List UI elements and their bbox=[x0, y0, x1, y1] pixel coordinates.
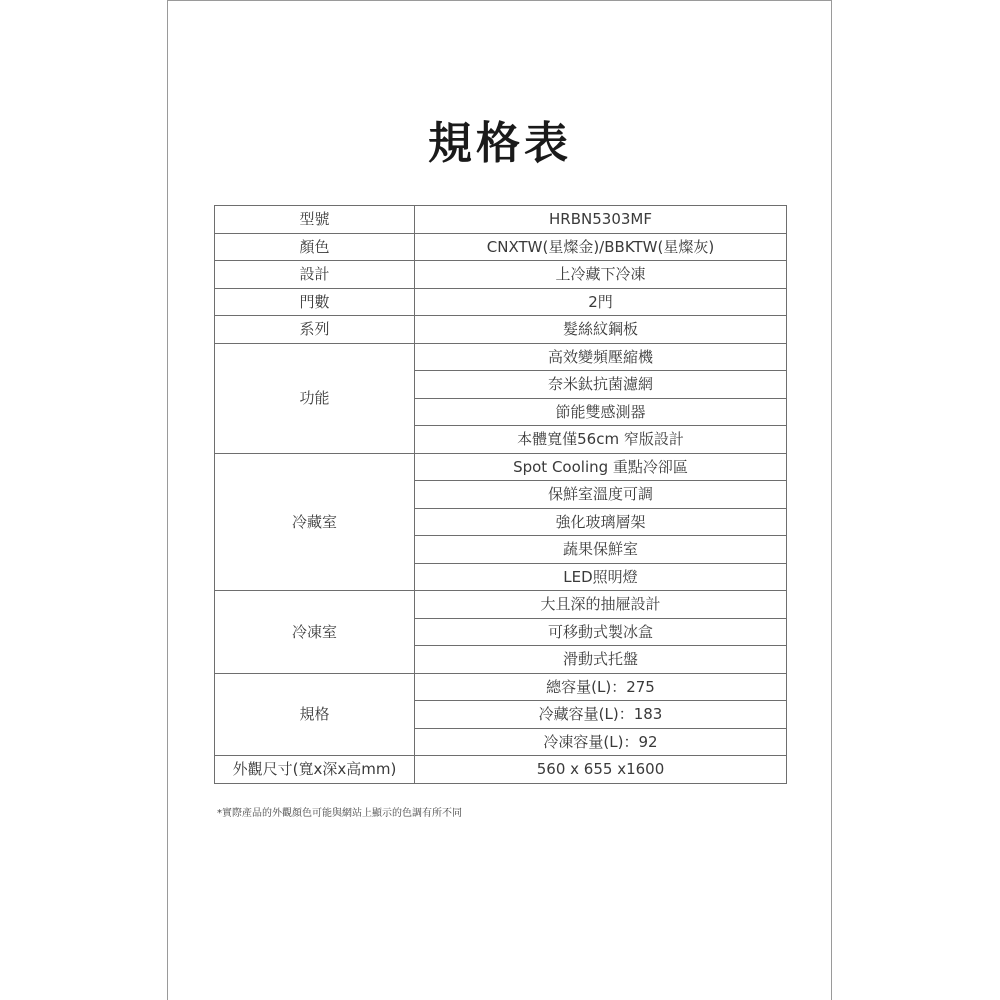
row-label-color: 顏色 bbox=[215, 233, 415, 261]
table-row bbox=[215, 233, 787, 261]
fridge-item: 蔬果保鮮室 bbox=[415, 536, 787, 564]
feature-item: 高效變頻壓縮機 bbox=[415, 343, 787, 371]
freezer-item: 滑動式托盤 bbox=[415, 646, 787, 674]
row-label-doors: 門數 bbox=[215, 288, 415, 316]
row-label-model: 型號 bbox=[215, 206, 415, 234]
page-title: 規格表 bbox=[428, 118, 572, 169]
table-row bbox=[215, 756, 787, 784]
table-row bbox=[215, 343, 787, 371]
capacity-item: 冷凍容量(L)：92 bbox=[415, 728, 787, 756]
row-value-design: 上冷藏下冷凍 bbox=[415, 261, 787, 289]
group-label-fridge: 冷藏室 bbox=[215, 453, 415, 591]
row-value-series: 髮絲紋鋼板 bbox=[415, 316, 787, 344]
fridge-item: Spot Cooling 重點冷卻區 bbox=[415, 453, 787, 481]
fridge-item: LED照明燈 bbox=[415, 563, 787, 591]
disclaimer-footnote: *實際產品的外觀顏色可能與網站上顯示的色調有所不同 bbox=[217, 808, 462, 819]
row-label-series: 系列 bbox=[215, 316, 415, 344]
row-value-dimensions: 560 x 655 x1600 bbox=[415, 756, 787, 784]
feature-item: 節能雙感測器 bbox=[415, 398, 787, 426]
group-label-freezer: 冷凍室 bbox=[215, 591, 415, 674]
spec-table bbox=[214, 205, 787, 784]
table-row bbox=[215, 673, 787, 701]
fridge-item: 保鮮室溫度可調 bbox=[415, 481, 787, 509]
table-row bbox=[215, 261, 787, 289]
group-label-capacity: 規格 bbox=[215, 673, 415, 756]
row-value-color: CNXTW(星燦金)/BBKTW(星燦灰) bbox=[415, 233, 787, 261]
feature-item: 奈米鈦抗菌濾網 bbox=[415, 371, 787, 399]
table-row bbox=[215, 288, 787, 316]
fridge-item: 強化玻璃層架 bbox=[415, 508, 787, 536]
table-row bbox=[215, 591, 787, 619]
row-label-design: 設計 bbox=[215, 261, 415, 289]
row-label-dimensions: 外觀尺寸(寬x深x高mm) bbox=[215, 756, 415, 784]
freezer-item: 大且深的抽屜設計 bbox=[415, 591, 787, 619]
capacity-item: 冷藏容量(L)：183 bbox=[415, 701, 787, 729]
table-row bbox=[215, 206, 787, 234]
group-label-features: 功能 bbox=[215, 343, 415, 453]
table-row bbox=[215, 453, 787, 481]
row-value-doors: 2門 bbox=[415, 288, 787, 316]
capacity-item: 總容量(L)：275 bbox=[415, 673, 787, 701]
freezer-item: 可移動式製冰盒 bbox=[415, 618, 787, 646]
row-value-model: HRBN5303MF bbox=[415, 206, 787, 234]
feature-item: 本體寬僅56cm 窄版設計 bbox=[415, 426, 787, 454]
table-row bbox=[215, 316, 787, 344]
